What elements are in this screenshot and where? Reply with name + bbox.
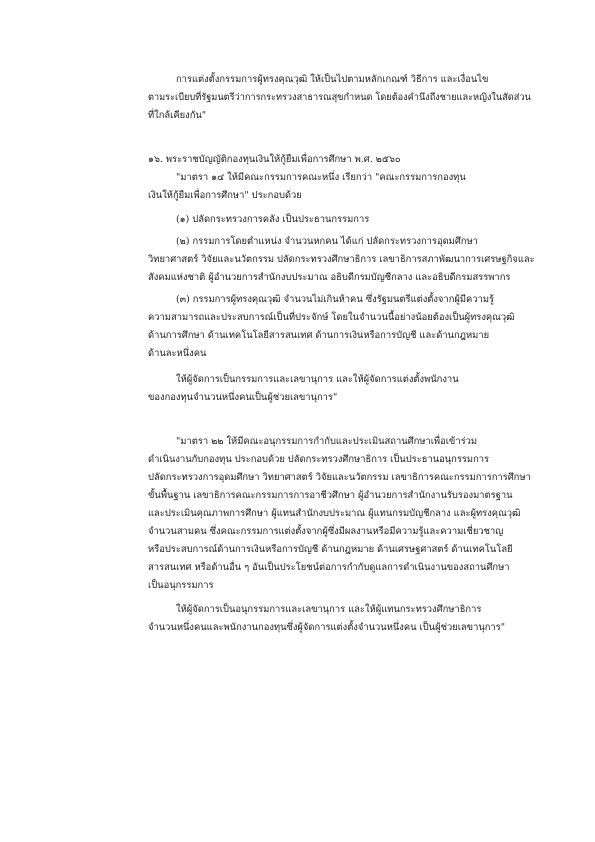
sub-3-line-3: ด้านการศึกษา ด้านเทคโนโลยีสารสนเทศ ด้านการเงินหรือการบัญชี และด้านกฎหมาย: [148, 330, 490, 341]
sub-2-line-1: (๒) กรรมการโดยตำแหน่ง จำนวนหกคน ได้แก่ ปลัดกระทรวงการอุดมศึกษา: [176, 236, 478, 247]
sub-1-line-1: (๑) ปลัดกระทรวงการคลัง เป็นประธานกรรมการ: [176, 214, 370, 225]
section-22-line-9: เป็นอนุกรรมการ: [148, 580, 214, 591]
sub-3-line-4: ด้านละหนึ่งคน: [148, 348, 207, 359]
intro-line-1: การแต่งตั้งกรรมการผู้ทรงคุณวุฒิ ให้เป็นไปตามหลักเกณฑ์ วิธีการ และเงื่อนไข: [176, 74, 489, 85]
section-14-line-1: "มาตรา ๑๔ ให้มีคณะกรรมการคณะหนึ่ง เรียกว่า "คณะกรรมการกองทุน: [176, 172, 466, 183]
sub-2-line-2: วิทยาศาสตร์ วิจัยและนวัตกรรม ปลัดกระทรวงศึกษาธิการ เลขาธิการสภาพัฒนาการเศรษฐกิจและ: [148, 254, 535, 265]
sub-3-line-1: (๓) กรรมการผู้ทรงคุณวุฒิ จำนวนไม่เกินห้าคน ซึ่งรัฐมนตรีแต่งตั้งจากผู้มีความรู้: [176, 294, 495, 305]
section-22-line-8: สารสนเทศ หรือด้านอื่น ๆ อันเป็นประโยชน์ต่อการกำกับดูแลการดำเนินงานของสถานศึกษา: [148, 562, 510, 573]
section-22-line-7: หรือประสบการณ์ด้านการเงินหรือการบัญชี ด้านกฎหมาย ด้านเศรษฐศาสตร์ ด้านเทคโนโลยี: [148, 544, 513, 555]
section-22-line-4: ขั้นพื้นฐาน เลขาธิการคณะกรรมการการอาชีวศึกษา ผู้อำนวยการสำนักงานรับรองมาตรฐาน: [148, 490, 513, 501]
section-22-line-1: "มาตรา ๒๒ ให้มีคณะอนุกรรมการกำกับและประเมินสถานศึกษาเพื่อเข้าร่วม: [176, 436, 478, 447]
section-22-closing-line-2: จำนวนหนึ่งคนและพนักงานกองทุนซึ่งผู้จัดการแต่งตั้งจำนวนหนึ่งคน เป็นผู้ช่วยเลขานุการ": [148, 622, 506, 633]
intro-line-2: ตามระเบียบที่รัฐมนตรีว่าการกระทรวงสาธารณสุขกำหนด โดยต้องคำนึงถึงชายและหญิงในสัดส่วน: [148, 92, 531, 103]
section-14-line-2: เงินให้กู้ยืมเพื่อการศึกษา" ประกอบด้วย: [148, 190, 302, 201]
item-16-closing-line-2: ของกองทุนจำนวนหนึ่งคนเป็นผู้ช่วยเลขานุการ": [148, 392, 338, 403]
section-22-line-2: ดำเนินงานกับกองทุน ประกอบด้วย ปลัดกระทรวงศึกษาธิการ เป็นประธานอนุกรรมการ: [148, 454, 490, 465]
section-22-closing-line-1: ให้ผู้จัดการเป็นอนุกรรมการและเลขานุการ และให้ผู้แทนกระทรวงศึกษาธิการ: [176, 604, 482, 615]
item-16-closing-line-1: ให้ผู้จัดการเป็นกรรมการและเลขานุการ และให้ผู้จัดการแต่งตั้งพนักงาน: [176, 374, 459, 385]
section-22-line-5: และประเมินคุณภาพการศึกษา ผู้แทนสำนักงบประมาณ ผู้แทนกรมบัญชีกลาง และผู้ทรงคุณวุฒิ: [148, 508, 521, 519]
intro-line-3: ที่ใกล้เคียงกัน": [148, 110, 207, 121]
item-16-heading: ๑๖. พระราชบัญญัติกองทุนเงินให้กู้ยืมเพื่อการศึกษา พ.ศ. ๒๕๖๐: [148, 154, 401, 165]
sub-3-line-2: ความสามารถและประสบการณ์เป็นที่ประจักษ์ โดยในจำนวนนี้อย่างน้อยต้องเป็นผู้ทรงคุณวุฒิ: [148, 312, 515, 323]
section-22-line-6: จำนวนสามคน ซึ่งคณะกรรมการแต่งตั้งจากผู้ซึ่งมีผลงานหรือมีความรู้และความเชี่ยวชาญ: [148, 526, 504, 537]
section-22-line-3: ปลัดกระทรวงการอุดมศึกษา วิทยาศาสตร์ วิจัยและนวัตกรรม เลขาธิการคณะกรรมการการศึกษา: [148, 472, 531, 483]
sub-2-line-3: สังคมแห่งชาติ ผู้อำนวยการสำนักงบประมาณ อธิบดีกรมบัญชีกลาง และอธิบดีกรมสรรพากร: [148, 272, 511, 283]
